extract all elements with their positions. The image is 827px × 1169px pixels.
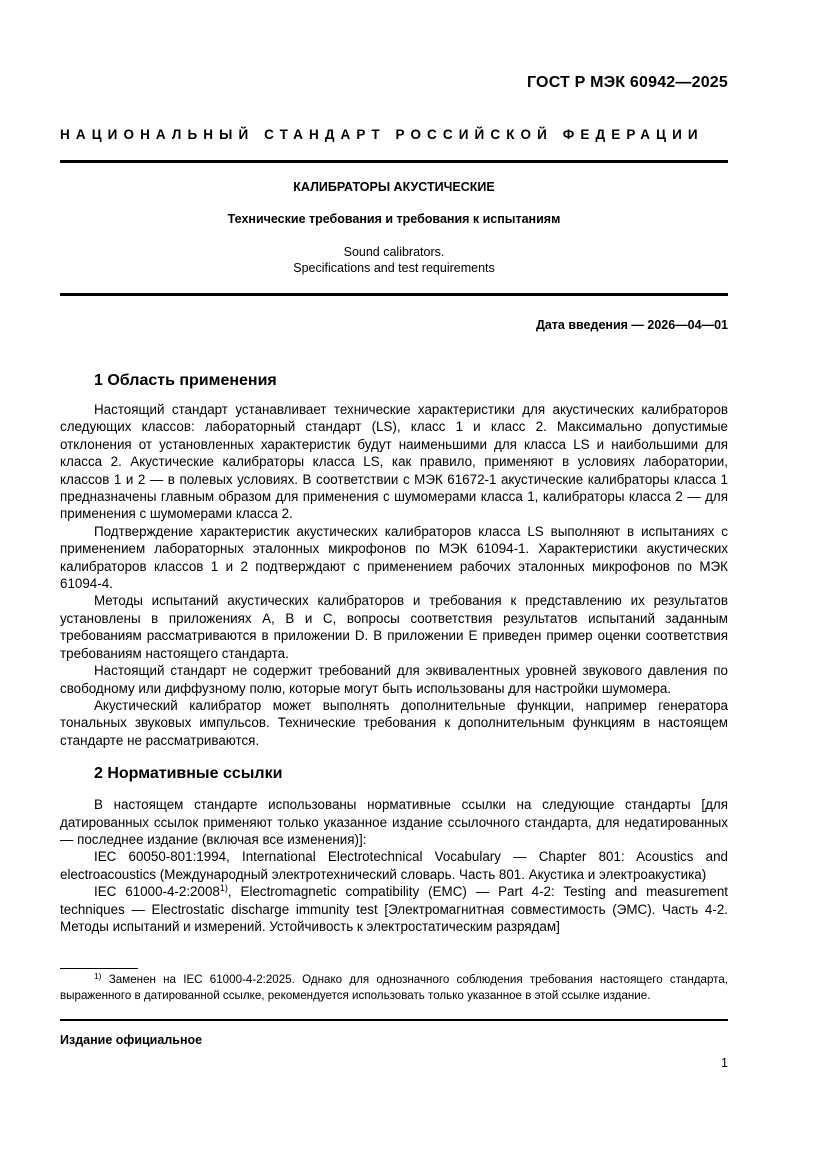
section-1-paragraph: Подтверждение характеристик акустических калибраторов класса LS выполняют в испытаниях с применением лабораторных эталонных микрофонов по МЭК 61094-1. Характеристики акустических калибраторов классов 1 и 2 подтверждают с применением рабочих эталонных микрофонов по МЭК 61094-4. (60, 523, 728, 592)
divider-bottom (60, 293, 728, 296)
english-title-line1: Sound calibrators. (343, 245, 445, 259)
section-1-paragraph: Методы испытаний акустических калибраторов и требования к представлению их результатов установлены в приложениях А, В и С, вопросы соответствия результатов испытаний заданным требованиям рассматриваются в приложении D. В приложении Е приведен пример оценки соответствия требованиям настоящего стандарта. (60, 593, 728, 661)
footnote-divider (60, 968, 138, 969)
document-title: КАЛИБРАТОРЫ АКУСТИЧЕСКИЕ (293, 180, 495, 194)
section-1-paragraph: Акустический калибратор может выполнять дополнительные функции, например генератора тональных звуковых импульсов. Технические требования к дополнительным функциям в настоящем стандарте не рассматриваются. (60, 697, 728, 748)
standard-number: ГОСТ Р МЭК 60942—2025 (526, 74, 728, 91)
introduction-date: Дата введения — 2026—04—01 (535, 318, 728, 332)
page-number: 1 (721, 1056, 728, 1070)
edition-label: Издание официальное (60, 1033, 203, 1047)
footer-divider (60, 1019, 728, 1021)
reference-title: , Electromagnetic compatibility (EMC) — Part 4-2: Testing and measurement techniques — Electrostatic discharge immunity test [Электромагнитная совместимость (ЭМС). Часть 4-2. Методы испытаний и измерений. Устойчивость к электростатическим разрядам] (60, 884, 728, 934)
document-subtitle: Технические требования и требования к испытаниям (227, 212, 561, 226)
footnote (60, 972, 728, 1004)
footnote-marker[interactable]: 1) (219, 883, 228, 894)
english-title (60, 244, 728, 276)
reference-iec-61000 (60, 883, 728, 935)
national-standard-heading: НАЦИОНАЛЬНЫЙ СТАНДАРТ РОССИЙСКОЙ ФЕДЕРАЦИИ (60, 127, 704, 142)
reference-code: IEC 61000-4-2:2008 (94, 884, 220, 900)
section-1-heading: 1 Область применения (94, 372, 277, 389)
reference-iec-60050: IEC 60050-801:1994, International Electrotechnical Vocabulary — Chapter 801: Acoustics and electroacoustics (Международный электротехнический словарь. Часть 801. Акустика и электроакустика) (60, 849, 728, 882)
main-content (60, 372, 728, 935)
footnote-text: Заменен на IEC 61000-4-2:2025. Однако для однозначного соблюдения требования настоящего стандарта, выраженного в датированной ссылке, рекомендуется использовать только указанное в этой ссылке издание. (60, 973, 728, 1002)
section-2-heading: 2 Нормативные ссылки (94, 765, 283, 783)
section-2-paragraph: В настоящем стандарте использованы нормативные ссылки на следующие стандарты [для датированных ссылок применяют только указанное издание ссылочного стандарта, для недатированных — последнее издание (включая все изменения)]: (60, 797, 728, 847)
english-title-line2: Specifications and test requirements (293, 261, 495, 275)
footnote-number: 1) (94, 971, 102, 981)
section-1-paragraph: Настоящий стандарт не содержит требований для эквивалентных уровней звукового давления по свободному или диффузному полю, которые могут быть использованы для настройки шумомера. (60, 663, 728, 696)
divider-top (60, 160, 728, 163)
section-1-paragraph: Настоящий стандарт устанавливает технические характеристики для акустических калибраторов следующих классов: лабораторный стандарт (LS), класс 1 и класс 2. Максимально допустимые отклонения от установленных характеристик будут наименьшими для класса LS и наибольшими для класса 2. Акустические калибраторы класса LS, как правило, применяют в условиях лаборатории, классов 1 и 2 — в полевых условиях. В соответствии с МЭК 61672-1 акустические калибраторы класса 1 предназначены главным образом для применения с шумомерами класса 1, калибраторы класса 2 — для применения с шумомерами класса 2. (60, 402, 728, 522)
